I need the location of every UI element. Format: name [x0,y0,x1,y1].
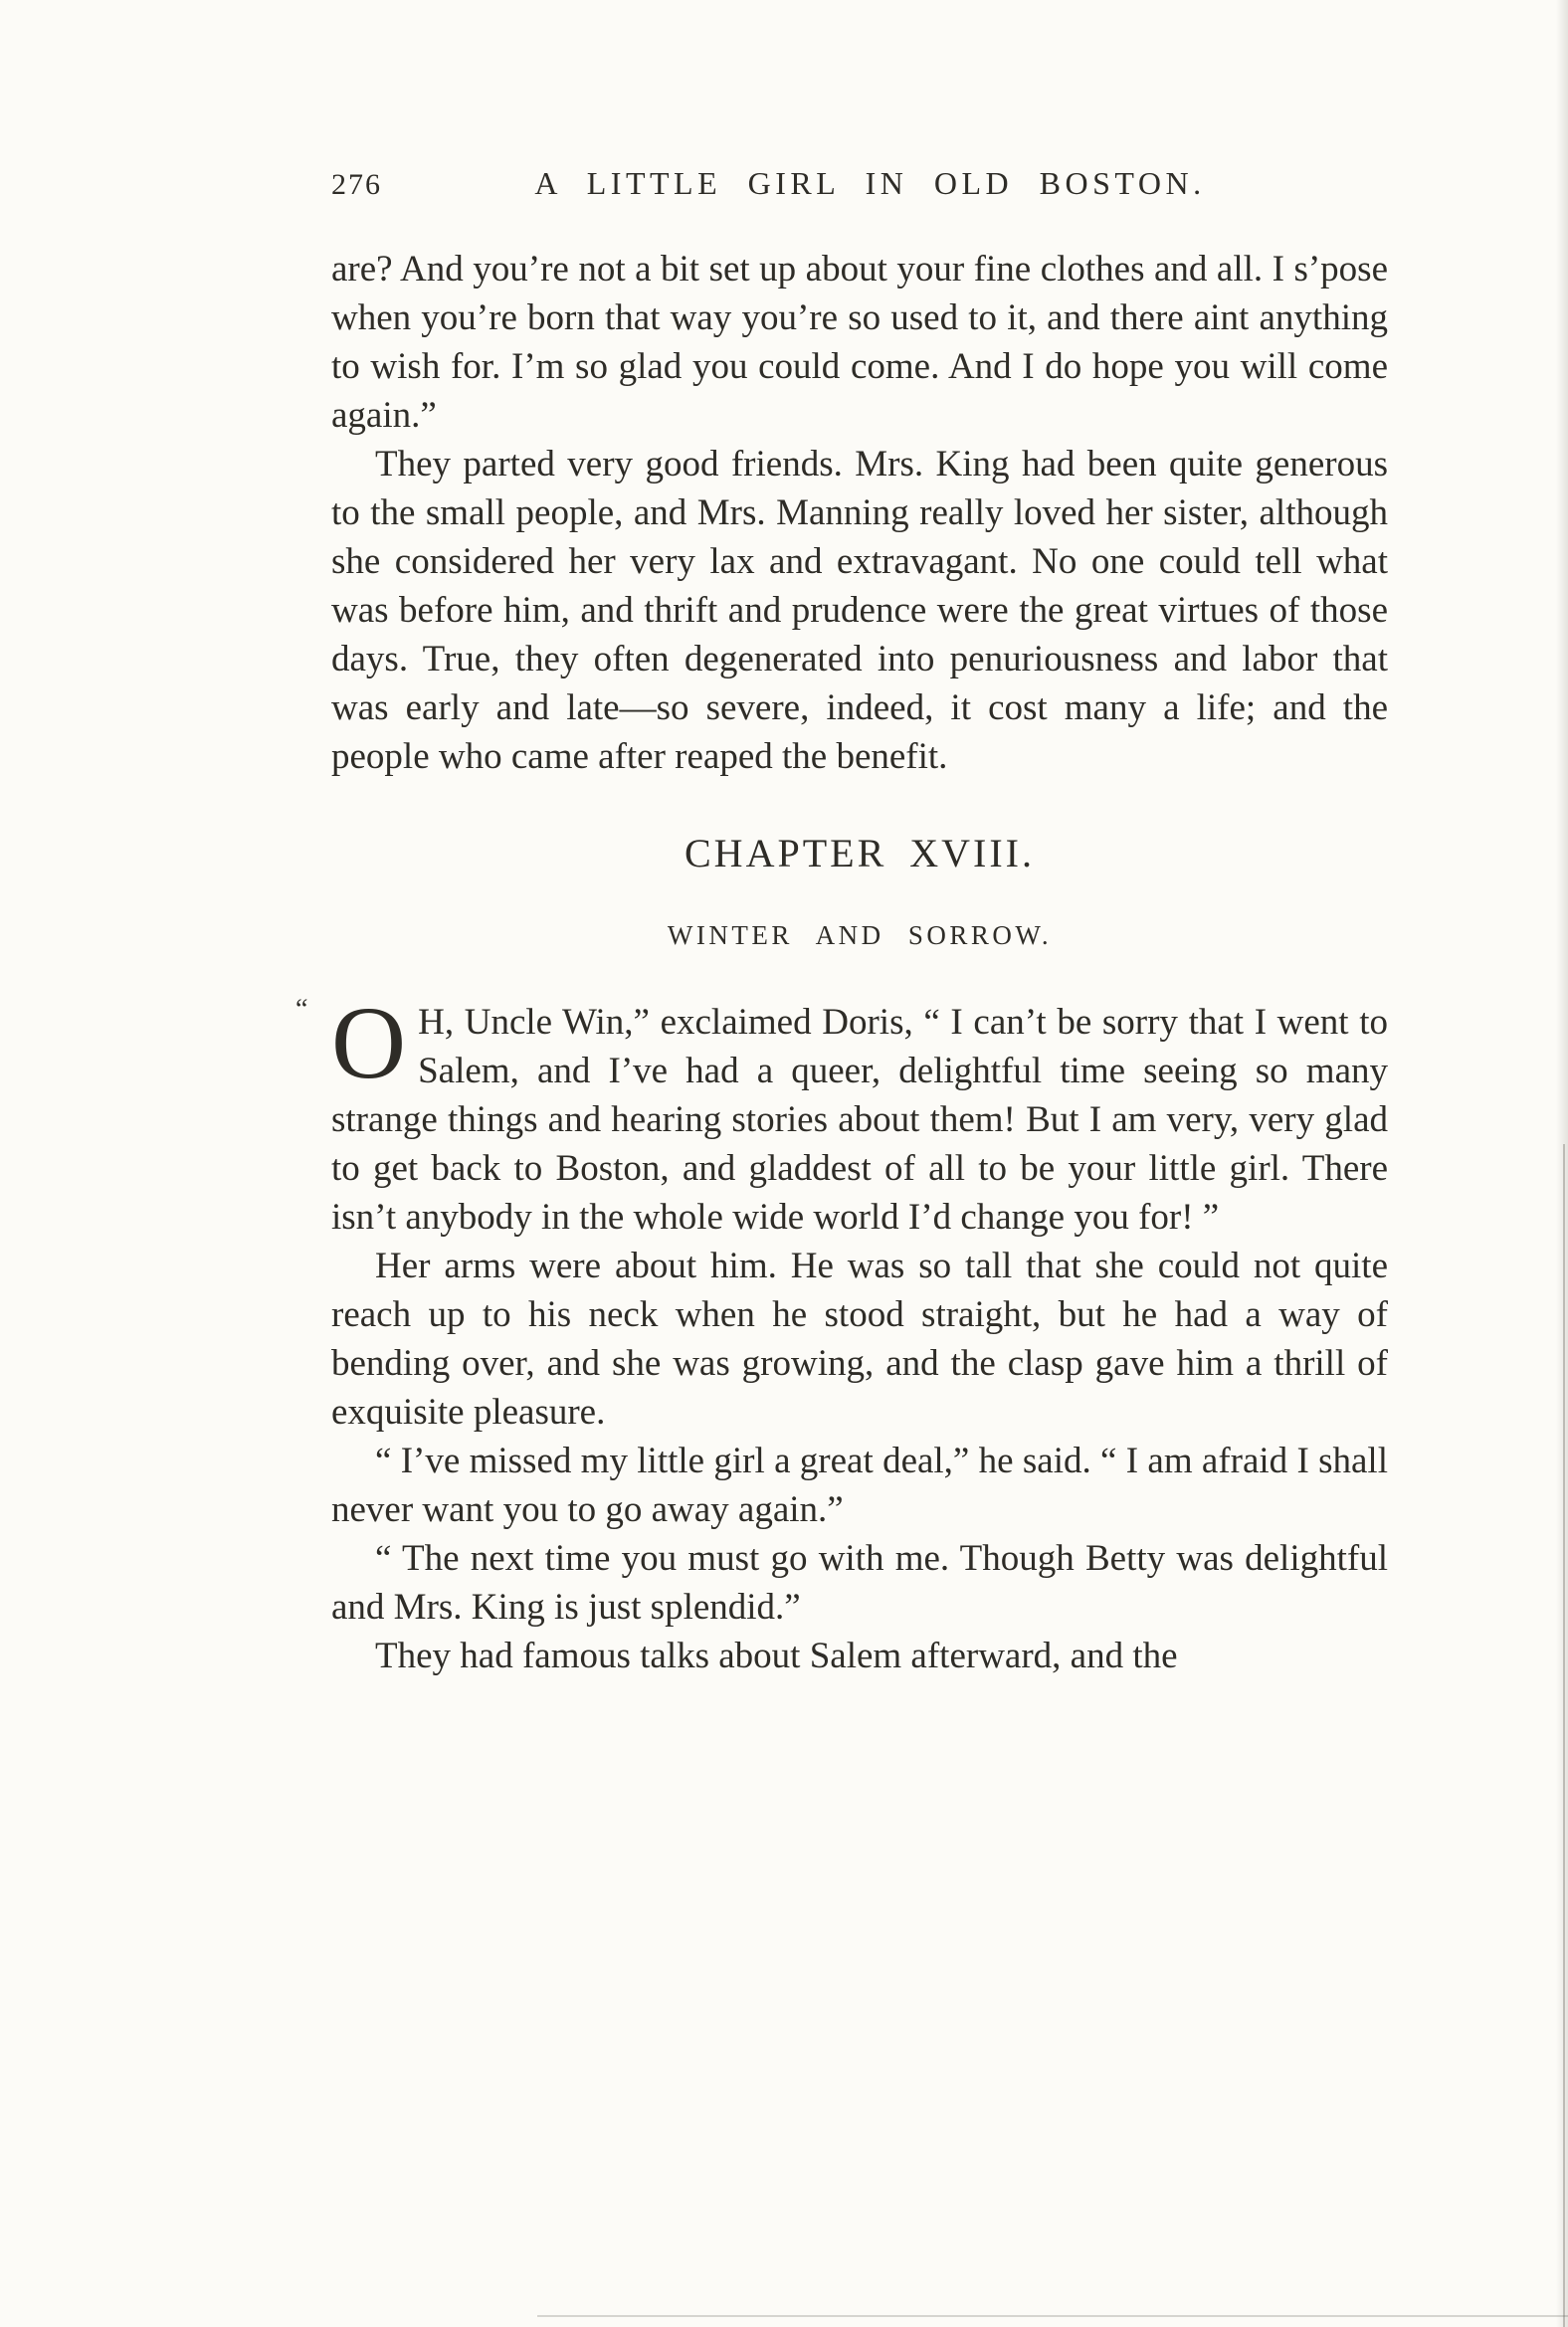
drop-cap-letter: O [331,986,407,1100]
text-block [295,245,1388,1680]
scan-artifact-line-right [1563,1144,1565,2327]
scan-edge-shadow [1556,0,1568,2327]
page-header [331,165,1388,202]
chapter-subheading: WINTER AND SORROW. [667,920,1053,950]
paragraph: Her arms were about him. He was so tall that she could not quite reach up to his neck when he stood straight, but he had a way of bending over, and she was growing, and the clasp gave him a thrill of exquisite pleasure. [331,1246,1388,1433]
paragraph-text: H, Uncle Win,” exclaimed Doris, “ I can’t be sorry that I went to Salem, and I’ve had a queer, delightful time seeing so many strange things and hearing stories about them! But I am very, very glad to get back to Boston, and gladdest of all to be your little girl. There isn’t anybody in the whole wide world I’d change you for! ” [331,1002,1388,1238]
chapter-heading: CHAPTER XVIII. [685,831,1035,875]
paragraph-last-line: They had famous talks about Salem afterward, and the [375,1636,1178,1676]
page-number: 276 [331,168,382,201]
chapter-opening-paragraph [295,986,1388,1242]
running-title: A LITTLE GIRL IN OLD BOSTON. [534,165,1206,201]
scan-artifact-line-bottom [537,2315,1568,2317]
opening-quote-mark: “ [295,994,308,1025]
paragraph: They parted very good friends. Mrs. King had been quite generous to the small people, and Mrs. Manning really loved her sister, although she considered her very lax and extravagant. No one could tell what was before him, and thrift and prudence were the great virtues of those days. True, they often degenerated into penuriousness and labor that was early and late—so severe, indeed, it cost many a life; and the people who came after reaped the benefit. [331,444,1388,777]
paragraph: “ The next time you must go with me. Though Betty was delightful and Mrs. King is just splendid.” [331,1538,1388,1628]
paragraph: “ I’ve missed my little girl a great deal,” he said. “ I am afraid I shall never want you to go away again.” [331,1441,1388,1530]
paragraph-continuation: are? And you’re not a bit set up about your fine clothes and all. I s’pose when you’re born that way you’re so used to it, and there aint anything to wish for. I’m so glad you could come. And I do hope you will come again.” [331,249,1388,436]
